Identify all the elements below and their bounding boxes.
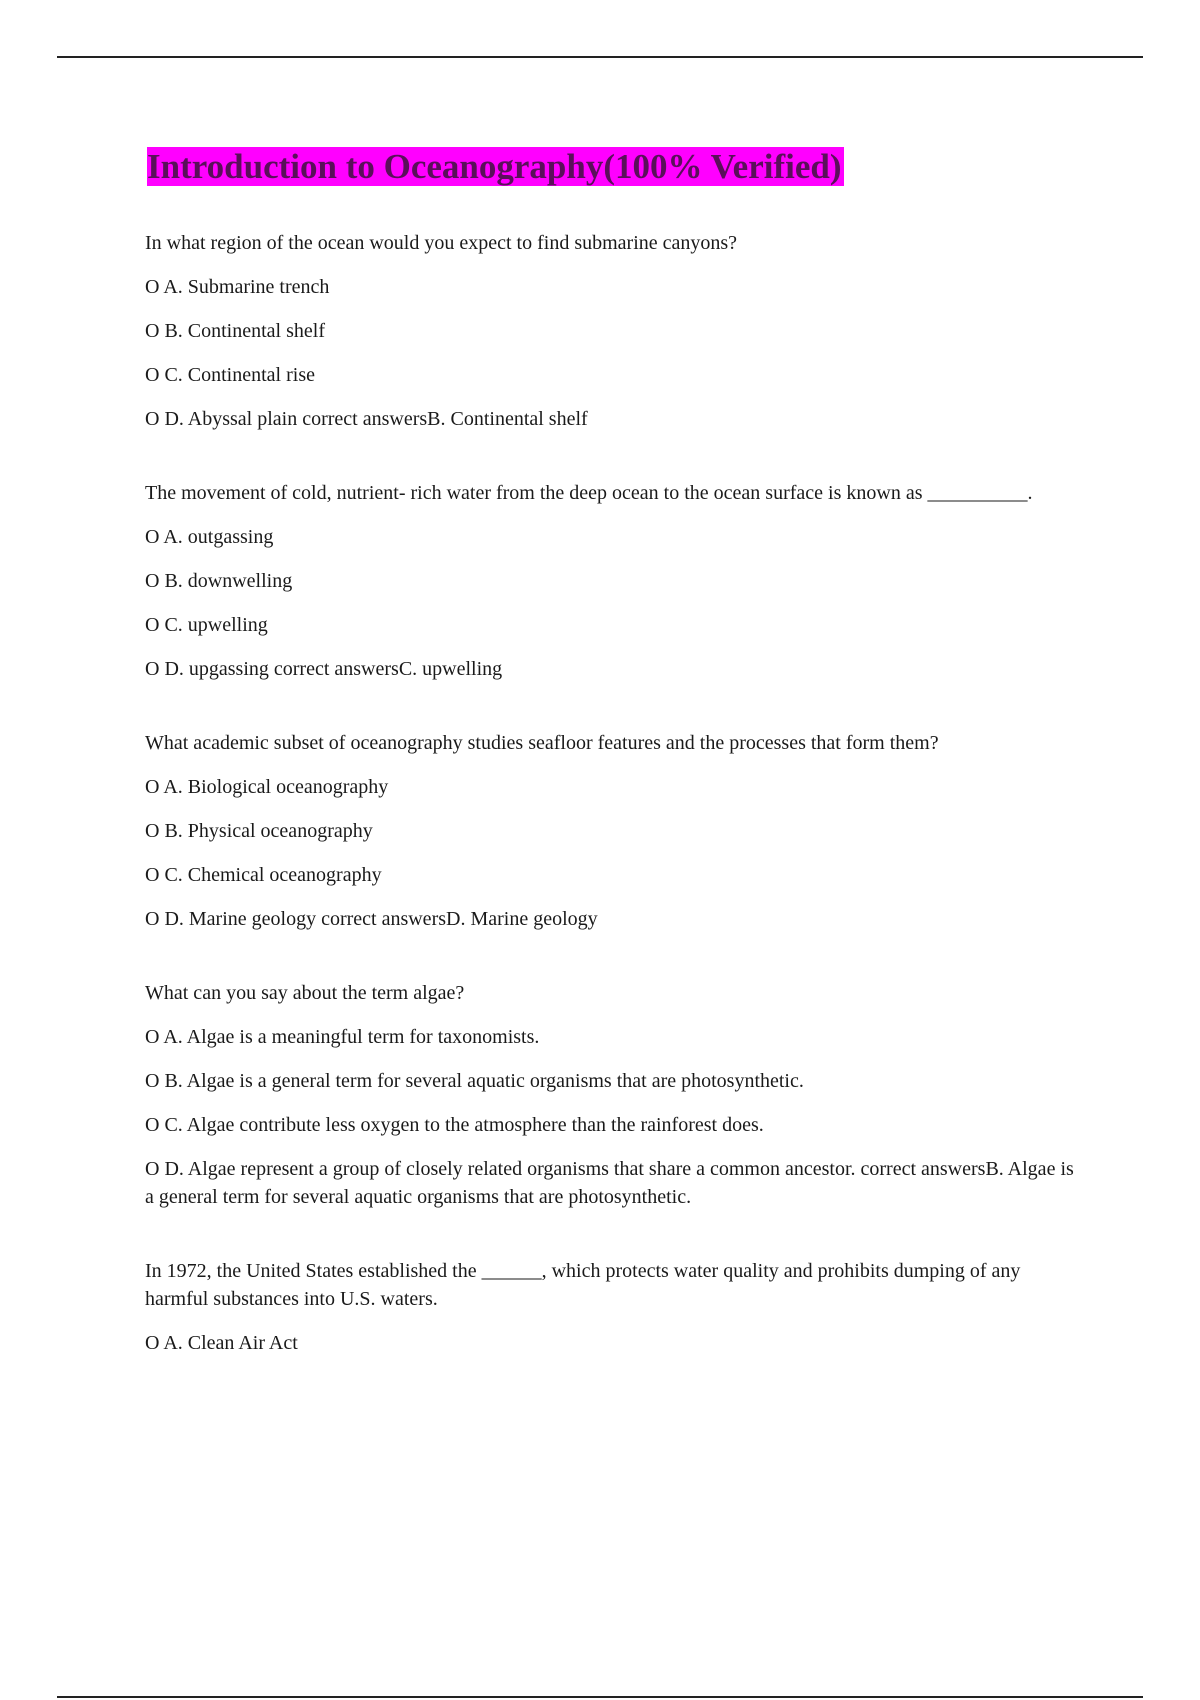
answer-option: O A. outgassing xyxy=(145,526,274,548)
answer-option: O C. upwelling xyxy=(145,614,268,636)
question-separator xyxy=(145,699,1075,729)
question-block xyxy=(145,729,1075,933)
answer-option: O B. Algae is a general term for several aquatic organisms that are photosynthetic. xyxy=(145,1070,804,1092)
answer-option: O D. upgassing correct answersC. upwelling xyxy=(145,658,503,680)
question-block xyxy=(145,479,1075,683)
answer-option: O A. Clean Air Act xyxy=(145,1332,298,1354)
question-text: What academic subset of oceanography studies seafloor features and the processes that form them? xyxy=(145,732,939,754)
answer-option: O D. Abyssal plain correct answersB. Continental shelf xyxy=(145,408,588,430)
footer-rule xyxy=(57,1696,1143,1698)
answer-option: O B. Continental shelf xyxy=(145,320,325,342)
question-list xyxy=(145,229,1075,1373)
answer-option: O C. Continental rise xyxy=(145,364,315,386)
question-text: In what region of the ocean would you expect to find submarine canyons? xyxy=(145,232,738,254)
title-highlight: Introduction to Oceanography(100% Verified) xyxy=(147,147,842,186)
page-title xyxy=(145,146,844,188)
answer-option: O A. Algae is a meaningful term for taxonomists. xyxy=(145,1026,540,1048)
answer-option: O C. Algae contribute less oxygen to the atmosphere than the rainforest does. xyxy=(145,1114,764,1136)
answer-option: O A. Submarine trench xyxy=(145,276,330,298)
answer-option: O D. Marine geology correct answersD. Marine geology xyxy=(145,908,598,930)
answer-option: O D. Algae represent a group of closely related organisms that share a common ancestor. correct answersB. Algae is a general term for several aquatic organisms that are photosynthetic. xyxy=(145,1158,1074,1208)
question-block xyxy=(145,229,1075,433)
question-separator xyxy=(145,1227,1075,1257)
question-text: The movement of cold, nutrient- rich water from the deep ocean to the ocean surface is known as __________. xyxy=(145,482,1033,504)
answer-option: O C. Chemical oceanography xyxy=(145,864,382,886)
question-separator xyxy=(145,449,1075,479)
answer-option: O A. Biological oceanography xyxy=(145,776,389,798)
answer-option: O B. Physical oceanography xyxy=(145,820,373,842)
answer-option: O B. downwelling xyxy=(145,570,293,592)
question-block xyxy=(145,1257,1075,1357)
question-text: What can you say about the term algae? xyxy=(145,982,465,1004)
question-block xyxy=(145,979,1075,1211)
header-rule xyxy=(57,56,1143,58)
question-separator xyxy=(145,949,1075,979)
question-text: In 1972, the United States established the ______, which protects water quality and prohibits dumping of any harmful substances into U.S. waters. xyxy=(145,1260,1021,1310)
